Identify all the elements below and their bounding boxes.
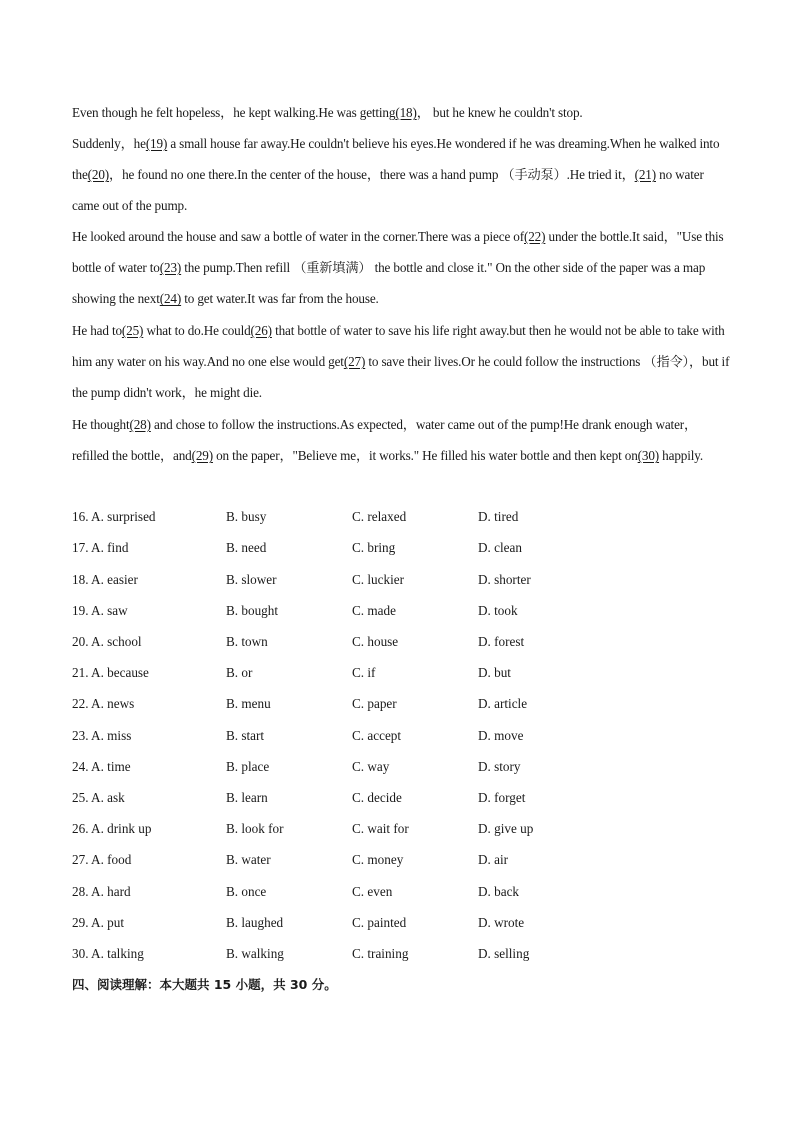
blank-25: (25) (121, 323, 144, 338)
blank-18: (18) (395, 105, 417, 120)
blank-20: (20) (87, 167, 110, 183)
passage-text: and chose to follow the instructions.As expected，water came out of the pump!He drank enough water，refilled the bottle，and (72, 417, 698, 464)
passage-paragraph-5 (72, 409, 732, 471)
option-a: 24. A. time (72, 759, 131, 774)
option-c: C. bring (352, 540, 396, 555)
option-b: B. learn (226, 790, 268, 805)
passage-paragraph-2 (72, 128, 732, 222)
option-c: C. paper (352, 696, 397, 711)
option-b: B. slower (226, 572, 277, 587)
option-c: C. wait for (352, 821, 409, 836)
question-row (72, 694, 732, 714)
passage-text: to save their lives.Or he could follow the instructions （指令），but if the pump didn't work，he might die. (72, 354, 730, 401)
option-d: D. article (478, 696, 528, 711)
passage-text: that bottle of water to save his life right away.but then he would not be able to take with him any water on his way.And no one else would get (72, 323, 725, 370)
option-c: C. painted (352, 915, 407, 930)
option-d: D. tired (478, 509, 519, 524)
option-a: 18. A. easier (72, 572, 138, 587)
option-b: B. start (226, 728, 265, 743)
option-a: 27. A. food (72, 852, 132, 867)
section-heading: 四、阅读理解：本大题共 15 小题，共 30 分。 (72, 977, 337, 992)
passage-paragraph-1 (72, 97, 732, 128)
option-c: C. decide (352, 790, 402, 805)
question-row (72, 507, 732, 527)
option-c: C. made (352, 603, 396, 618)
option-d: D. took (478, 603, 518, 618)
option-b: B. need (226, 540, 267, 555)
question-row (72, 788, 732, 808)
question-row (72, 819, 732, 839)
blank-23: (23) (159, 260, 182, 276)
question-row (72, 632, 732, 652)
option-d: D. air (478, 852, 509, 867)
option-b: B. busy (226, 509, 267, 524)
passage-text: He had to (72, 323, 122, 338)
option-a: 25. A. ask (72, 790, 125, 805)
blank-30: (30) (637, 448, 660, 464)
option-b: B. bought (226, 603, 279, 618)
option-d: D. story (478, 759, 521, 774)
question-row (72, 913, 732, 933)
option-b: B. once (226, 884, 267, 899)
passage-text: to get water.It was far from the house. (181, 291, 379, 307)
option-d: D. shorter (478, 572, 531, 587)
question-row (72, 570, 732, 590)
passage-paragraph-4 (72, 315, 732, 409)
option-a: 22. A. news (72, 696, 135, 711)
option-a: 16. A. surprised (72, 509, 156, 524)
option-c: C. if (352, 665, 376, 680)
option-b: B. town (226, 634, 268, 649)
question-row (72, 663, 732, 683)
option-c: C. accept (352, 728, 402, 743)
option-b: B. menu (226, 696, 271, 711)
option-b: B. walking (226, 946, 284, 961)
option-d: D. but (478, 665, 511, 680)
blank-22: (22) (524, 229, 546, 244)
option-a: 19. A. saw (72, 603, 128, 618)
option-d: D. forest (478, 634, 525, 649)
blank-24: (24) (159, 291, 182, 307)
option-c: C. training (352, 946, 409, 961)
option-a: 30. A. talking (72, 946, 144, 961)
passage-text: under the bottle.It said，"Use this bottle of water to (72, 229, 724, 276)
passage-text: He thought (72, 417, 130, 432)
option-a: 20. A. school (72, 634, 142, 649)
blank-26: (26) (250, 323, 272, 338)
passage-text: He looked around the house and saw a bottle of water in the corner.There was a piece of (72, 229, 524, 244)
passage-text: what to do.He could (143, 323, 251, 338)
option-b: B. look for (226, 821, 284, 836)
option-d: D. forget (478, 790, 526, 805)
passage-text: Suddenly，he (72, 136, 146, 151)
option-d: D. wrote (478, 915, 525, 930)
option-c: C. luckier (352, 572, 405, 587)
option-b: B. water (226, 852, 271, 867)
option-a: 21. A. because (72, 665, 149, 680)
passage-text: Even though he felt hopeless，he kept walking.He was getting (72, 105, 396, 120)
option-d: D. give up (478, 821, 534, 836)
passage-text: a small house far away.He couldn't believe his eyes.He wondered if he was dreaming.When he walked into the (72, 136, 720, 183)
passage-text: ， but he knew he couldn't stop. (416, 105, 583, 120)
passage-text: happily. (659, 448, 703, 464)
option-d: D. move (478, 728, 524, 743)
question-row (72, 944, 732, 964)
question-row (72, 726, 732, 746)
option-b: B. or (226, 665, 253, 680)
blank-21: (21) (634, 167, 656, 183)
option-b: B. laughed (226, 915, 284, 930)
passage-text: no water came out of the pump. (72, 167, 704, 214)
option-d: D. back (478, 884, 520, 899)
blank-19: (19) (145, 136, 168, 151)
option-c: C. house (352, 634, 399, 649)
question-row (72, 882, 732, 902)
option-c: C. relaxed (352, 509, 407, 524)
question-row (72, 601, 732, 621)
option-d: D. selling (478, 946, 530, 961)
option-b: B. place (226, 759, 270, 774)
option-a: 17. A. find (72, 540, 129, 555)
option-a: 23. A. miss (72, 728, 132, 743)
passage-text: the pump.Then refill （重新填满） the bottle and close it." On the other side of the paper was a map showing the next (72, 260, 706, 307)
option-c: C. way (352, 759, 390, 774)
question-row (72, 850, 732, 870)
option-a: 28. A. hard (72, 884, 131, 899)
blank-29: (29) (191, 448, 213, 464)
blank-28: (28) (129, 417, 151, 432)
passage-text: on the paper，"Believe me，it works." He filled his water bottle and then kept on (212, 448, 638, 464)
option-d: D. clean (478, 540, 522, 555)
option-a: 26. A. drink up (72, 821, 152, 836)
question-row (72, 757, 732, 777)
option-c: C. money (352, 852, 404, 867)
question-row (72, 538, 732, 558)
option-c: C. even (352, 884, 393, 899)
passage-text: ，he found no one there.In the center of the house，there was a hand pump （手动泵）.He tried it， (109, 167, 635, 183)
passage-paragraph-3 (72, 221, 732, 315)
option-a: 29. A. put (72, 915, 125, 930)
blank-27: (27) (343, 354, 366, 370)
